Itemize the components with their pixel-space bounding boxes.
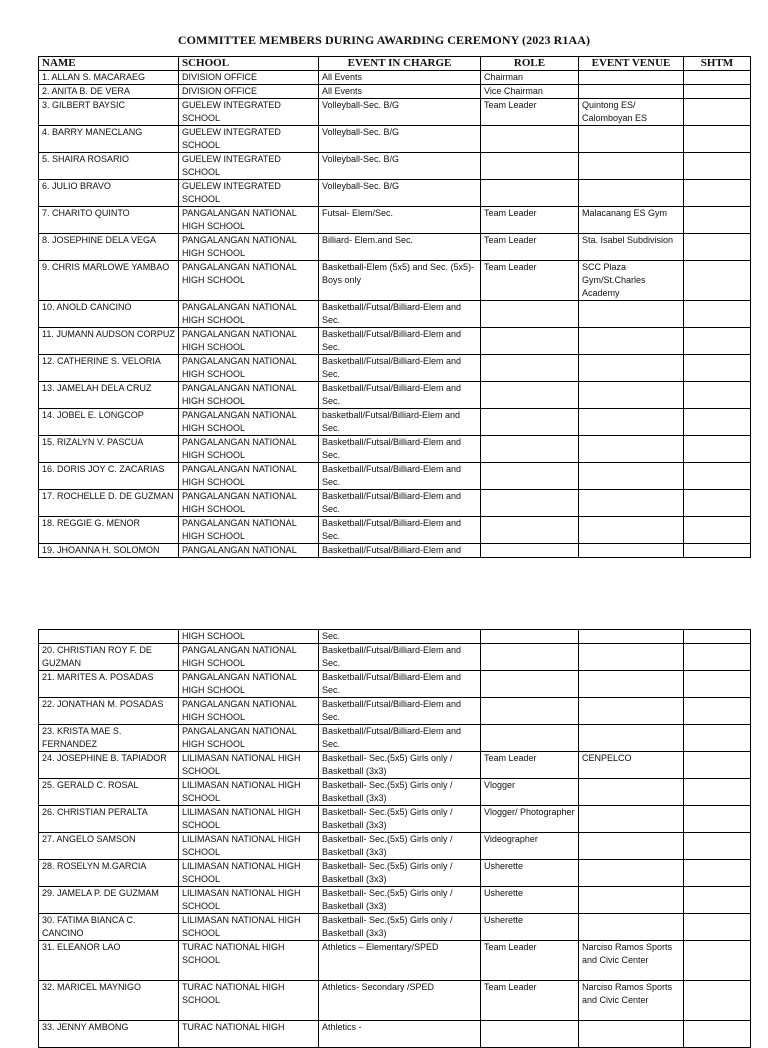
table-row <box>39 382 751 409</box>
table-row <box>39 806 751 833</box>
event-venue <box>579 463 684 490</box>
event-venue <box>579 630 684 644</box>
event-venue <box>579 779 684 806</box>
member-school: TURAC NATIONAL HIGH SCHOOL <box>179 981 319 1021</box>
table-row <box>39 914 751 941</box>
member-school: LILIMASAN NATIONAL HIGH SCHOOL <box>179 860 319 887</box>
event-in-charge: Basketball- Sec.(5x5) Girls only / Basketball (3x3) <box>319 860 481 887</box>
committee-table-page-2 <box>38 629 751 1048</box>
member-role <box>481 180 579 207</box>
member-name: 14. JOBEL E. LONGCOP <box>39 409 179 436</box>
event-venue <box>579 382 684 409</box>
member-name: 30. FATIMA BIANCA C. CANCINO <box>39 914 179 941</box>
member-school: HIGH SCHOOL <box>179 630 319 644</box>
member-role: Team Leader <box>481 752 579 779</box>
event-in-charge: Athletics – Elementary/SPED <box>319 941 481 981</box>
shtm-cell <box>684 981 751 1021</box>
member-role <box>481 301 579 328</box>
member-school: LILIMASAN NATIONAL HIGH SCHOOL <box>179 914 319 941</box>
event-venue <box>579 355 684 382</box>
event-venue <box>579 153 684 180</box>
member-role <box>481 630 579 644</box>
member-school: GUELEW INTEGRATED SCHOOL <box>179 180 319 207</box>
event-in-charge: Sec. <box>319 630 481 644</box>
table-row <box>39 490 751 517</box>
event-venue <box>579 860 684 887</box>
table-row <box>39 779 751 806</box>
table-row <box>39 328 751 355</box>
table-row <box>39 644 751 671</box>
member-role: Vlogger/ Photographer <box>481 806 579 833</box>
event-in-charge: Basketball/Futsal/Billiard-Elem and Sec. <box>319 301 481 328</box>
event-venue <box>579 725 684 752</box>
table-row <box>39 833 751 860</box>
table-row <box>39 99 751 126</box>
event-in-charge: Athletics - <box>319 1021 481 1048</box>
member-name: 15. RIZALYN V. PASCUA <box>39 436 179 463</box>
member-name: 13. JAMELAH DELA CRUZ <box>39 382 179 409</box>
member-name: 22. JONATHAN M. POSADAS <box>39 698 179 725</box>
event-in-charge: Basketball/Futsal/Billiard-Elem and Sec. <box>319 490 481 517</box>
event-venue <box>579 887 684 914</box>
member-name: 5. SHAIRA ROSARIO <box>39 153 179 180</box>
member-role: Vice Chairman <box>481 85 579 99</box>
table-row <box>39 234 751 261</box>
member-name: 26. CHRISTIAN PERALTA <box>39 806 179 833</box>
event-venue <box>579 1021 684 1048</box>
shtm-cell <box>684 126 751 153</box>
member-name: 18. REGGIE G. MENOR <box>39 517 179 544</box>
event-in-charge: Basketball- Sec.(5x5) Girls only / Basketball (3x3) <box>319 833 481 860</box>
member-role <box>481 436 579 463</box>
member-role <box>481 126 579 153</box>
shtm-cell <box>684 779 751 806</box>
member-role <box>481 1021 579 1048</box>
member-role <box>481 644 579 671</box>
table-row <box>39 725 751 752</box>
member-school: PANGALANGAN NATIONAL HIGH SCHOOL <box>179 234 319 261</box>
shtm-cell <box>684 328 751 355</box>
member-name: 2. ANITA B. DE VERA <box>39 85 179 99</box>
member-role: Team Leader <box>481 99 579 126</box>
member-school: PANGALANGAN NATIONAL HIGH SCHOOL <box>179 463 319 490</box>
shtm-cell <box>684 234 751 261</box>
event-venue <box>579 806 684 833</box>
member-school: PANGALANGAN NATIONAL HIGH SCHOOL <box>179 671 319 698</box>
event-venue <box>579 436 684 463</box>
table-row <box>39 941 751 981</box>
member-school: PANGALANGAN NATIONAL HIGH SCHOOL <box>179 698 319 725</box>
member-role <box>481 463 579 490</box>
member-school: LILIMASAN NATIONAL HIGH SCHOOL <box>179 779 319 806</box>
event-in-charge: Basketball/Futsal/Billiard-Elem and <box>319 544 481 558</box>
table-row <box>39 671 751 698</box>
shtm-cell <box>684 382 751 409</box>
event-in-charge: Volleyball-Sec. B/G <box>319 153 481 180</box>
event-venue: SCC Plaza Gym/St.Charles Academy <box>579 261 684 301</box>
member-school: PANGALANGAN NATIONAL HIGH SCHOOL <box>179 355 319 382</box>
event-venue: Narciso Ramos Sports and Civic Center <box>579 981 684 1021</box>
member-name: 32. MARICEL MAYNIGO <box>39 981 179 1021</box>
event-in-charge: Basketball/Futsal/Billiard-Elem and Sec. <box>319 644 481 671</box>
event-in-charge: Volleyball-Sec. B/G <box>319 99 481 126</box>
event-venue: Quintong ES/ Calomboyan ES <box>579 99 684 126</box>
member-school: PANGALANGAN NATIONAL HIGH SCHOOL <box>179 436 319 463</box>
member-school: DIVISION OFFICE <box>179 71 319 85</box>
member-role <box>481 153 579 180</box>
event-venue <box>579 180 684 207</box>
member-role: Usherette <box>481 914 579 941</box>
table-row <box>39 409 751 436</box>
table-row <box>39 261 751 301</box>
event-in-charge: basketball/Futsal/Billiard-Elem and Sec. <box>319 409 481 436</box>
member-school: PANGALANGAN NATIONAL HIGH SCHOOL <box>179 261 319 301</box>
shtm-cell <box>684 806 751 833</box>
member-name: 16. DORIS JOY C. ZACARIAS <box>39 463 179 490</box>
member-name: 20. CHRISTIAN ROY F. DE GUZMAN <box>39 644 179 671</box>
event-in-charge: Basketball- Sec.(5x5) Girls only / Basketball (3x3) <box>319 779 481 806</box>
event-in-charge: Basketball/Futsal/Billiard-Elem and Sec. <box>319 436 481 463</box>
table-row <box>39 207 751 234</box>
member-role: Chairman <box>481 71 579 85</box>
member-school: PANGALANGAN NATIONAL HIGH SCHOOL <box>179 644 319 671</box>
member-school: TURAC NATIONAL HIGH SCHOOL <box>179 941 319 981</box>
header-venue: EVENT VENUE <box>579 57 684 71</box>
member-role <box>481 355 579 382</box>
table-row <box>39 981 751 1021</box>
header-role: ROLE <box>481 57 579 71</box>
shtm-cell <box>684 1021 751 1048</box>
event-in-charge: Basketball- Sec.(5x5) Girls only / Basketball (3x3) <box>319 914 481 941</box>
event-in-charge: All Events <box>319 71 481 85</box>
event-venue <box>579 71 684 85</box>
event-in-charge: Basketball/Futsal/Billiard-Elem and Sec. <box>319 698 481 725</box>
shtm-cell <box>684 671 751 698</box>
table-row <box>39 1021 751 1048</box>
event-in-charge: Billiard- Elem.and Sec. <box>319 234 481 261</box>
header-school: SCHOOL <box>179 57 319 71</box>
event-in-charge: All Events <box>319 85 481 99</box>
event-in-charge: Basketball/Futsal/Billiard-Elem and Sec. <box>319 671 481 698</box>
event-venue: Narciso Ramos Sports and Civic Center <box>579 941 684 981</box>
table-row <box>39 126 751 153</box>
table-row <box>39 630 751 644</box>
event-in-charge: Volleyball-Sec. B/G <box>319 180 481 207</box>
event-venue <box>579 671 684 698</box>
shtm-cell <box>684 153 751 180</box>
member-school: LILIMASAN NATIONAL HIGH SCHOOL <box>179 887 319 914</box>
member-name: 4. BARRY MANECLANG <box>39 126 179 153</box>
member-school: LILIMASAN NATIONAL HIGH SCHOOL <box>179 833 319 860</box>
member-role <box>481 382 579 409</box>
event-venue: Malacanang ES Gym <box>579 207 684 234</box>
member-school: LILIMASAN NATIONAL HIGH SCHOOL <box>179 752 319 779</box>
event-venue <box>579 517 684 544</box>
event-in-charge: Basketball/Futsal/Billiard-Elem and Sec. <box>319 382 481 409</box>
member-name: 33. JENNY AMBONG <box>39 1021 179 1048</box>
shtm-cell <box>684 833 751 860</box>
table-row <box>39 301 751 328</box>
shtm-cell <box>684 85 751 99</box>
member-name: 19. JHOANNA H. SOLOMON <box>39 544 179 558</box>
member-school: PANGALANGAN NATIONAL HIGH SCHOOL <box>179 725 319 752</box>
member-name: 6. JULIO BRAVO <box>39 180 179 207</box>
member-name: 12. CATHERINE S. VELORIA <box>39 355 179 382</box>
header-shtm: SHTM <box>684 57 751 71</box>
member-role: Team Leader <box>481 207 579 234</box>
shtm-cell <box>684 207 751 234</box>
event-venue: Sta. Isabel Subdivision <box>579 234 684 261</box>
event-venue <box>579 914 684 941</box>
member-school: TURAC NATIONAL HIGH <box>179 1021 319 1048</box>
header-event: EVENT IN CHARGE <box>319 57 481 71</box>
member-role <box>481 544 579 558</box>
member-role <box>481 517 579 544</box>
member-school: GUELEW INTEGRATED SCHOOL <box>179 153 319 180</box>
shtm-cell <box>684 644 751 671</box>
member-name: 8. JOSEPHINE DELA VEGA <box>39 234 179 261</box>
member-role <box>481 328 579 355</box>
shtm-cell <box>684 698 751 725</box>
shtm-cell <box>684 887 751 914</box>
shtm-cell <box>684 490 751 517</box>
event-in-charge: Basketball/Futsal/Billiard-Elem and Sec. <box>319 328 481 355</box>
event-venue <box>579 833 684 860</box>
member-school: LILIMASAN NATIONAL HIGH SCHOOL <box>179 806 319 833</box>
member-name: 27. ANGELO SAMSON <box>39 833 179 860</box>
table-row <box>39 180 751 207</box>
member-role <box>481 725 579 752</box>
committee-table-page-1 <box>38 56 751 558</box>
member-role: Usherette <box>481 860 579 887</box>
shtm-cell <box>684 860 751 887</box>
member-name: 3. GILBERT BAYSIC <box>39 99 179 126</box>
event-in-charge: Basketball/Futsal/Billiard-Elem and Sec. <box>319 463 481 490</box>
member-role <box>481 490 579 517</box>
member-role <box>481 698 579 725</box>
shtm-cell <box>684 752 751 779</box>
member-school: PANGALANGAN NATIONAL <box>179 544 319 558</box>
member-name <box>39 630 179 644</box>
table-row <box>39 860 751 887</box>
member-name: 31. ELEANOR LAO <box>39 941 179 981</box>
member-name: 29. JAMELA P. DE GUZMAM <box>39 887 179 914</box>
member-name: 1. ALLAN S. MACARAEG <box>39 71 179 85</box>
member-school: GUELEW INTEGRATED SCHOOL <box>179 126 319 153</box>
member-name: 24. JOSEPHINE B. TAPIADOR <box>39 752 179 779</box>
member-role: Vlogger <box>481 779 579 806</box>
member-name: 7. CHARITO QUINTO <box>39 207 179 234</box>
event-in-charge: Basketball/Futsal/Billiard-Elem and Sec. <box>319 517 481 544</box>
header-name: NAME <box>39 57 179 71</box>
event-in-charge: Futsal- Elem/Sec. <box>319 207 481 234</box>
shtm-cell <box>684 71 751 85</box>
member-school: PANGALANGAN NATIONAL HIGH SCHOOL <box>179 328 319 355</box>
shtm-cell <box>684 941 751 981</box>
table-row <box>39 71 751 85</box>
member-name: 21. MARITES A. POSADAS <box>39 671 179 698</box>
member-role: Team Leader <box>481 261 579 301</box>
shtm-cell <box>684 463 751 490</box>
member-school: DIVISION OFFICE <box>179 85 319 99</box>
event-venue <box>579 698 684 725</box>
member-school: PANGALANGAN NATIONAL HIGH SCHOOL <box>179 382 319 409</box>
member-school: PANGALANGAN NATIONAL HIGH SCHOOL <box>179 301 319 328</box>
member-school: PANGALANGAN NATIONAL HIGH SCHOOL <box>179 207 319 234</box>
member-name: 10. ANOLD CANCINO <box>39 301 179 328</box>
member-school: PANGALANGAN NATIONAL HIGH SCHOOL <box>179 490 319 517</box>
table-row <box>39 436 751 463</box>
table-row <box>39 698 751 725</box>
event-venue <box>579 544 684 558</box>
event-in-charge: Basketball- Sec.(5x5) Girls only / Basketball (3x3) <box>319 887 481 914</box>
table-row <box>39 752 751 779</box>
table-row <box>39 355 751 382</box>
table-row <box>39 517 751 544</box>
member-name: 9. CHRIS MARLOWE YAMBAO <box>39 261 179 301</box>
event-venue <box>579 409 684 436</box>
event-in-charge: Athletics- Secondary /SPED <box>319 981 481 1021</box>
shtm-cell <box>684 99 751 126</box>
member-name: 17. ROCHELLE D. DE GUZMAN <box>39 490 179 517</box>
shtm-cell <box>684 261 751 301</box>
member-name: 25. GERALD C. ROSAL <box>39 779 179 806</box>
member-name: 23. KRISTA MAE S. FERNANDEZ <box>39 725 179 752</box>
table-row <box>39 85 751 99</box>
event-in-charge: Volleyball-Sec. B/G <box>319 126 481 153</box>
shtm-cell <box>684 436 751 463</box>
shtm-cell <box>684 355 751 382</box>
member-school: GUELEW INTEGRATED SCHOOL <box>179 99 319 126</box>
shtm-cell <box>684 725 751 752</box>
member-school: PANGALANGAN NATIONAL HIGH SCHOOL <box>179 409 319 436</box>
document-title: COMMITTEE MEMBERS DURING AWARDING CEREMONY (2023 R1AA) <box>177 33 591 47</box>
table-header-row <box>39 57 751 71</box>
member-role: Team Leader <box>481 941 579 981</box>
shtm-cell <box>684 630 751 644</box>
event-in-charge: Basketball- Sec.(5x5) Girls only / Basketball (3x3) <box>319 752 481 779</box>
shtm-cell <box>684 517 751 544</box>
event-in-charge: Basketball-Elem (5x5) and Sec. (5x5)- Boys only <box>319 261 481 301</box>
table-row <box>39 463 751 490</box>
member-school: PANGALANGAN NATIONAL HIGH SCHOOL <box>179 517 319 544</box>
event-in-charge: Basketball/Futsal/Billiard-Elem and Sec. <box>319 355 481 382</box>
table-row <box>39 544 751 558</box>
member-role <box>481 671 579 698</box>
shtm-cell <box>684 914 751 941</box>
member-role <box>481 409 579 436</box>
table-row <box>39 887 751 914</box>
event-venue <box>579 126 684 153</box>
event-in-charge: Basketball/Futsal/Billiard-Elem and Sec. <box>319 725 481 752</box>
event-in-charge: Basketball- Sec.(5x5) Girls only / Basketball (3x3) <box>319 806 481 833</box>
shtm-cell <box>684 409 751 436</box>
member-role: Team Leader <box>481 234 579 261</box>
shtm-cell <box>684 180 751 207</box>
event-venue <box>579 490 684 517</box>
event-venue: CENPELCO <box>579 752 684 779</box>
shtm-cell <box>684 301 751 328</box>
member-role: Usherette <box>481 887 579 914</box>
shtm-cell <box>684 544 751 558</box>
event-venue <box>579 85 684 99</box>
event-venue <box>579 301 684 328</box>
member-name: 28. ROSELYN M.GARCIA <box>39 860 179 887</box>
table-row <box>39 153 751 180</box>
event-venue <box>579 644 684 671</box>
member-name: 11. JUMANN AUDSON CORPUZ <box>39 328 179 355</box>
event-venue <box>579 328 684 355</box>
member-role: Team Leader <box>481 981 579 1021</box>
member-role: Videographer <box>481 833 579 860</box>
